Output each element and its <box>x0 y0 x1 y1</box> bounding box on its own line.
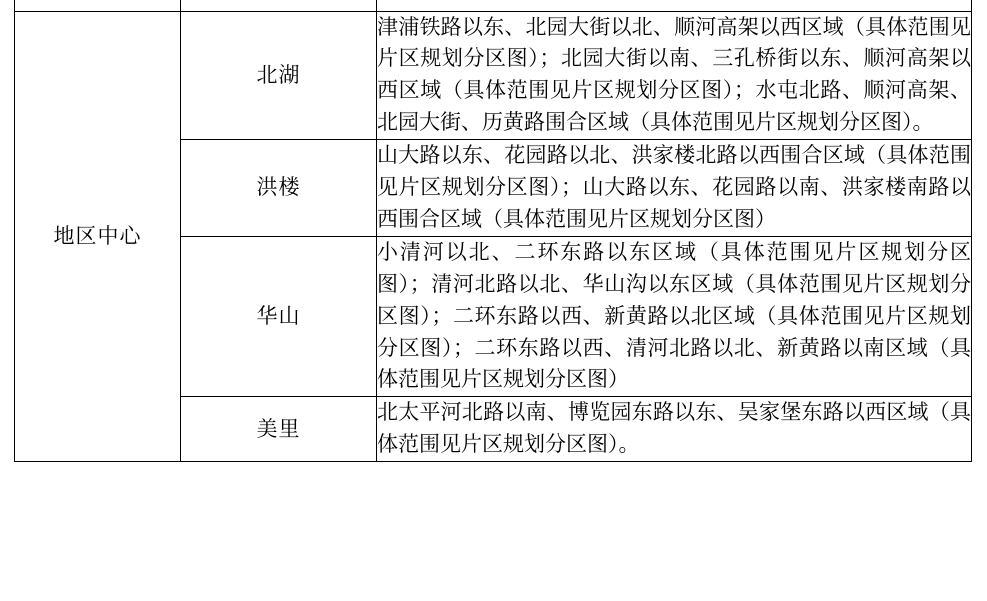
table-row <box>15 11 972 140</box>
district-description: 津浦铁路以东、北园大街以北、顺河高架以西区域（具体范围见片区规划分区图）；北园大街以南、三孔桥街以东、顺河高架以西区域（具体范围见片区规划分区图）；水屯北路、顺河高架、北园大街、历黄路围合区域（具体范围见片区规划分区图）。 <box>377 11 972 140</box>
table-row-partial <box>15 0 972 11</box>
category-cell: 地区中心 <box>15 11 181 462</box>
district-description: 小清河以北、二环东路以东区域（具体范围见片区规划分区图）；清河北路以北、华山沟以东区域（具体范围见片区规划分区图）；二环东路以西、新黄路以北区域（具体范围见片区规划分区图）；二环东路以西、清河北路以北、新黄路以南区域（具体范围见片区规划分区图） <box>377 236 972 397</box>
desc-text-partial <box>377 0 971 1</box>
planning-districts-table <box>14 0 972 462</box>
district-description: 山大路以东、花园路以北、洪家楼北路以西围合区域（具体范围见片区规划分区图）；山大路以东、花园路以南、洪家楼南路以西围合区域（具体范围见片区规划分区图） <box>377 140 972 237</box>
district-name: 美里 <box>181 397 377 462</box>
district-name: 北湖 <box>181 11 377 140</box>
desc-cell-partial <box>377 0 972 11</box>
name-cell-partial <box>181 0 377 11</box>
district-name: 华山 <box>181 236 377 397</box>
district-name: 洪楼 <box>181 140 377 237</box>
category-cell-partial <box>15 0 181 11</box>
district-description: 北太平河北路以南、博览园东路以东、吴家堡东路以西区域（具体范围见片区规划分区图）。 <box>377 397 972 462</box>
